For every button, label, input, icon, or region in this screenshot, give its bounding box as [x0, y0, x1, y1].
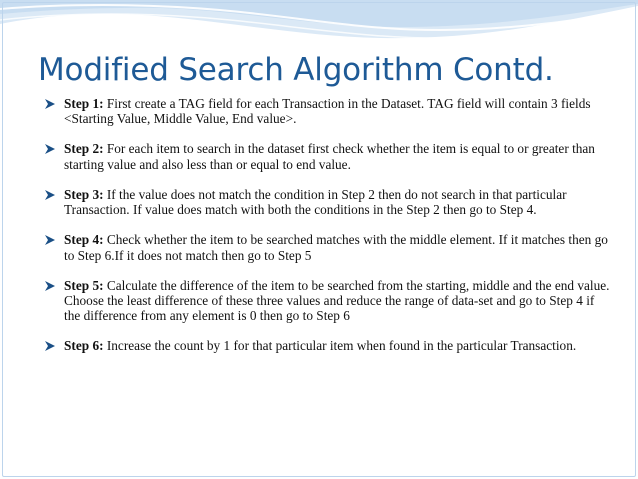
step-text: Increase the count by 1 for that particular item when found in the particular Transaction. — [103, 338, 577, 354]
step-label: Step 1: — [64, 96, 104, 111]
step-label: Step 4: — [64, 232, 104, 248]
step-label: Step 2: — [64, 141, 104, 157]
list-item — [44, 278, 610, 324]
bullet-list — [44, 96, 610, 368]
step-label: Step 5: — [64, 277, 104, 293]
step-label: Step 3: — [64, 186, 104, 202]
arrow-bullet-icon — [44, 340, 56, 352]
step-text: For each item to search in the dataset first check whether the item is equal to or greater than starting value and also less than or equal to end value. — [64, 141, 595, 172]
arrow-bullet-icon — [44, 143, 56, 155]
list-item — [44, 338, 610, 353]
step-text: Calculate the difference of the item to be searched from the starting, middle and the end value. Choose the least difference of these three values and reduce the range of data-set and go to Step 4 if the difference from any element is 0 then go to Step 6 — [64, 277, 610, 324]
arrow-bullet-icon — [44, 234, 56, 246]
step-text: If the value does not match the condition in Step 2 then do not search in that particular Transaction. If value does match with both the conditions in the Step 2 then go to Step 4. — [64, 186, 567, 218]
slide-title: Modified Search Algorithm Contd. — [38, 52, 554, 88]
step-label: Step 6: — [64, 338, 104, 354]
list-item — [44, 187, 610, 218]
wave-decoration — [0, 0, 638, 52]
list-item — [44, 141, 610, 172]
step-text: First create a TAG field for each Transaction in the Dataset. TAG field will contain 3 fields <Starting Value, Middle Value, End value>. — [64, 96, 591, 127]
list-item — [44, 96, 610, 127]
list-item — [44, 232, 610, 263]
arrow-bullet-icon — [44, 280, 56, 292]
step-text: Check whether the item to be searched matches with the middle element. If it matches then go to Step 6.If it does not match then go to Step 5 — [64, 232, 608, 263]
arrow-bullet-icon — [44, 189, 56, 201]
arrow-bullet-icon — [44, 98, 56, 110]
